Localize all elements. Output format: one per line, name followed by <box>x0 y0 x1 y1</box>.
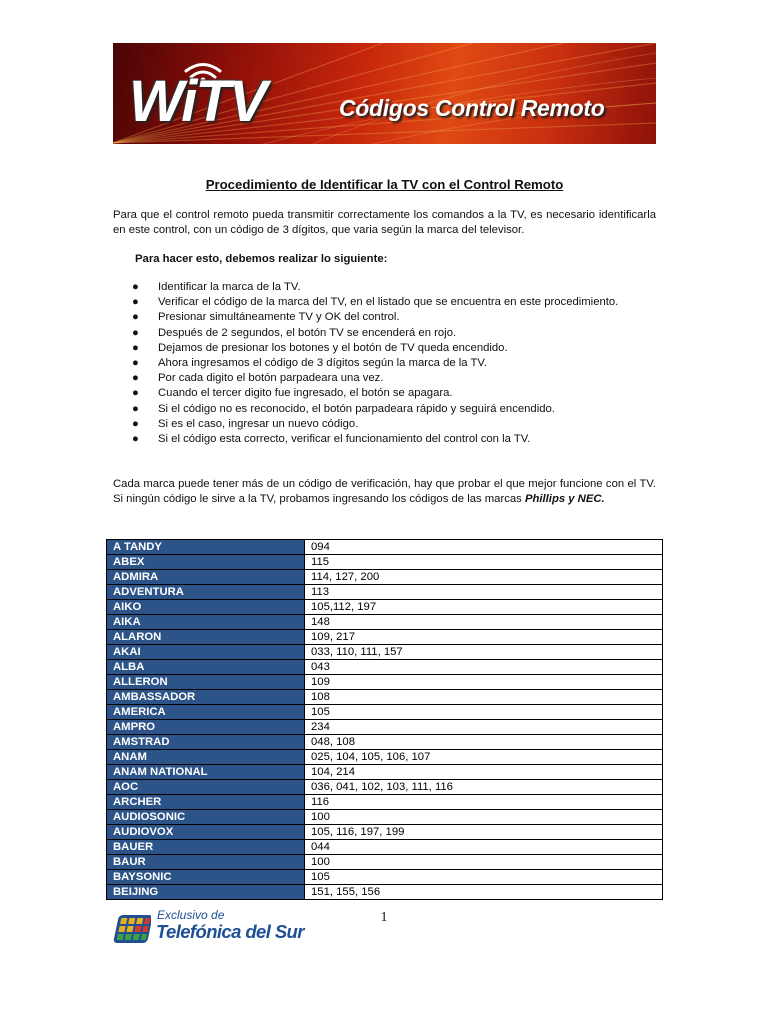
codes-cell: 025, 104, 105, 106, 107 <box>305 750 663 765</box>
note-paragraph <box>113 477 656 507</box>
brand-cell: AMBASSADOR <box>107 690 305 705</box>
bullet-icon: ● <box>132 433 139 446</box>
step-item <box>113 356 656 371</box>
step-text: Si es el caso, ingresar un nuevo código. <box>158 417 359 430</box>
bullet-icon: ● <box>132 326 139 339</box>
table-row <box>107 795 663 810</box>
codes-cell: 044 <box>305 840 663 855</box>
codes-cell: 114, 127, 200 <box>305 570 663 585</box>
brand-cell: AUDIOVOX <box>107 825 305 840</box>
table-row <box>107 600 663 615</box>
table-row <box>107 855 663 870</box>
table-row <box>107 705 663 720</box>
page-title: Procedimiento de Identificar la TV con el Control Remoto <box>205 177 564 192</box>
note-text: Cada marca puede tener más de un código de verificación, hay que probar el que mejor funcione con el TV. Si ningún código le sirve a la TV, probamos ingresando los códigos de las marcas <box>113 478 656 505</box>
bullet-icon: ● <box>132 341 139 354</box>
banner-subtitle: Códigos Control Remoto <box>339 95 605 121</box>
codes-cell: 104, 214 <box>305 765 663 780</box>
step-item <box>113 280 656 295</box>
bullet-icon: ● <box>132 387 139 400</box>
logo-brand-name: Telefónica del Sur <box>156 921 304 942</box>
brand-cell: ABEX <box>107 555 305 570</box>
bullet-icon: ● <box>132 402 139 415</box>
codes-cell: 108 <box>305 690 663 705</box>
codes-cell: 036, 041, 102, 103, 111, 116 <box>305 780 663 795</box>
brand-cell: AIKO <box>107 600 305 615</box>
brand-cell: AIKA <box>107 615 305 630</box>
table-row <box>107 825 663 840</box>
brand-cell: ALBA <box>107 660 305 675</box>
brand-cell: A TANDY <box>107 540 305 555</box>
brand-cell: BEIJING <box>107 885 305 900</box>
brand-cell: AMPRO <box>107 720 305 735</box>
codes-cell: 105, 116, 197, 199 <box>305 825 663 840</box>
table-row <box>107 720 663 735</box>
brand-cell: AMSTRAD <box>107 735 305 750</box>
step-text: Verificar el código de la marca del TV, en el listado que se encuentra en este procedimiento. <box>158 296 619 309</box>
step-item <box>113 326 656 341</box>
codes-cell: 100 <box>305 855 663 870</box>
brand-cell: BAYSONIC <box>107 870 305 885</box>
brand-cell: ARCHER <box>107 795 305 810</box>
header-banner <box>113 43 656 144</box>
telefonica-logo <box>113 907 313 953</box>
step-text: Por cada digito el botón parpadeara una vez. <box>158 372 384 385</box>
table-row <box>107 540 663 555</box>
brand-cell: ALLERON <box>107 675 305 690</box>
note-brands: Phillips y NEC. <box>524 493 605 505</box>
logo-tagline: Exclusivo de <box>157 908 225 922</box>
tv-codes-table <box>106 539 663 900</box>
step-item <box>113 386 656 401</box>
step-item <box>113 295 656 310</box>
bullet-icon: ● <box>132 281 139 293</box>
steps-list <box>113 280 656 447</box>
step-item <box>113 402 656 417</box>
codes-cell: 105,112, 197 <box>305 600 663 615</box>
step-item <box>113 371 656 386</box>
brand-cell: AUDIOSONIC <box>107 810 305 825</box>
step-text: Presionar simultáneamente TV y OK del control. <box>158 311 400 324</box>
codes-cell: 151, 155, 156 <box>305 885 663 900</box>
step-item <box>113 310 656 325</box>
table-row <box>107 690 663 705</box>
codes-cell: 109, 217 <box>305 630 663 645</box>
step-text: Ahora ingresamos el código de 3 dígitos según la marca de la TV. <box>158 357 488 370</box>
codes-cell: 109 <box>305 675 663 690</box>
brand-cell: BAUER <box>107 840 305 855</box>
codes-cell: 105 <box>305 705 663 720</box>
step-text: Cuando el tercer digito fue ingresado, el botón se apagara. <box>158 387 453 400</box>
brand-cell: BAUR <box>107 855 305 870</box>
step-text: Dejamos de presionar los botones y el botón de TV queda encendido. <box>158 341 508 354</box>
table-row <box>107 675 663 690</box>
codes-cell: 113 <box>305 585 663 600</box>
brand-cell: AMERICA <box>107 705 305 720</box>
brand-cell: AOC <box>107 780 305 795</box>
codes-cell: 105 <box>305 870 663 885</box>
brand-cell: ALARON <box>107 630 305 645</box>
page-number: 1 <box>380 910 388 925</box>
witv-logo: WiTV <box>129 69 266 134</box>
table-row <box>107 630 663 645</box>
codes-cell: 116 <box>305 795 663 810</box>
codes-cell: 234 <box>305 720 663 735</box>
table-row <box>107 585 663 600</box>
table-row <box>107 780 663 795</box>
step-item <box>113 341 656 356</box>
table-row <box>107 810 663 825</box>
table-row <box>107 660 663 675</box>
table-row <box>107 885 663 900</box>
bullet-icon: ● <box>132 417 139 430</box>
telefonica-grid-icon <box>113 915 151 945</box>
brand-cell: ADMIRA <box>107 570 305 585</box>
table-row <box>107 615 663 630</box>
bullet-icon: ● <box>132 372 139 385</box>
table-row <box>107 750 663 765</box>
table-row <box>107 570 663 585</box>
bullet-icon: ● <box>132 296 139 309</box>
table-row <box>107 735 663 750</box>
table-row <box>107 870 663 885</box>
table-row <box>107 840 663 855</box>
brand-cell: ANAM NATIONAL <box>107 765 305 780</box>
intro-paragraph: Para que el control remoto pueda transmitir correctamente los comandos a la TV, es necesario identificarla en este control, con un código de 3 dígitos, que varia según la marca del televisor. <box>113 209 656 236</box>
steps-heading: Para hacer esto, debemos realizar lo siguiente: <box>135 253 388 265</box>
codes-cell: 115 <box>305 555 663 570</box>
codes-cell: 033, 110, 111, 157 <box>305 645 663 660</box>
table-row <box>107 765 663 780</box>
table-row <box>107 645 663 660</box>
codes-cell: 148 <box>305 615 663 630</box>
brand-cell: AKAI <box>107 645 305 660</box>
codes-cell: 043 <box>305 660 663 675</box>
step-item <box>113 417 656 432</box>
codes-cell: 094 <box>305 540 663 555</box>
step-item <box>113 432 656 447</box>
codes-cell: 100 <box>305 810 663 825</box>
codes-table-body <box>107 540 663 900</box>
bullet-icon: ● <box>132 357 139 370</box>
brand-cell: ANAM <box>107 750 305 765</box>
brand-cell: ADVENTURA <box>107 585 305 600</box>
table-row <box>107 555 663 570</box>
step-text: Si el código esta correcto, verificar el funcionamiento del control con la TV. <box>158 433 531 446</box>
bullet-icon: ● <box>132 311 139 324</box>
step-text: Si el código no es reconocido, el botón parpadeara rápido y seguirá encendido. <box>158 402 555 415</box>
step-text: Después de 2 segundos, el botón TV se encenderá en rojo. <box>158 326 457 339</box>
codes-cell: 048, 108 <box>305 735 663 750</box>
step-text: Identificar la marca de la TV. <box>158 281 301 293</box>
